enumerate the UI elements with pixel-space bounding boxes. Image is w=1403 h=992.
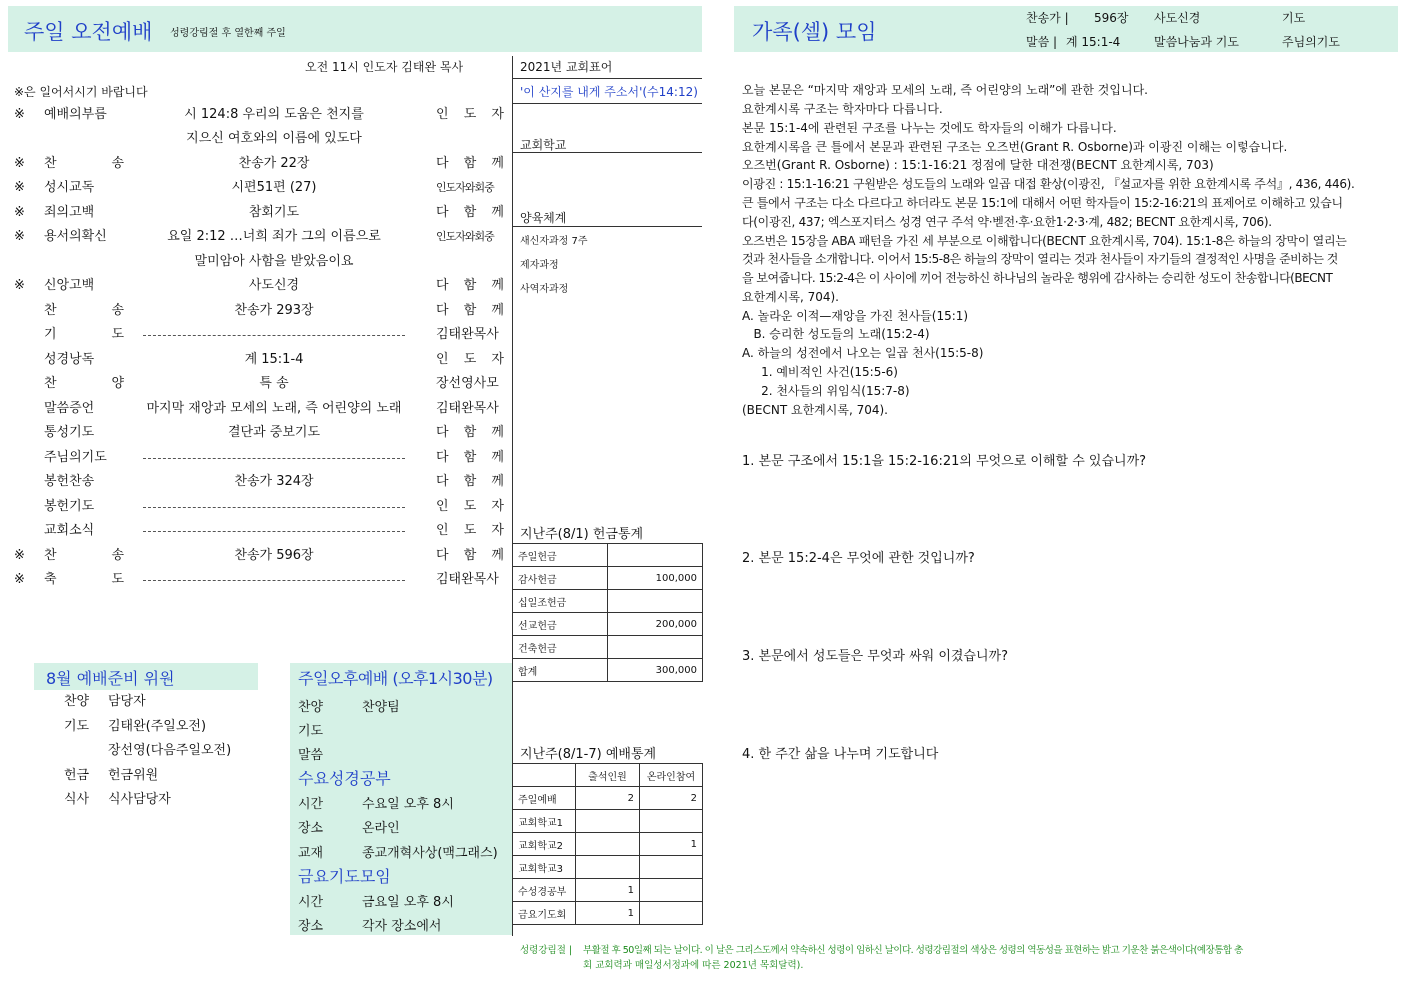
attendance-header: 출석인원 xyxy=(576,764,640,787)
offering-table xyxy=(512,543,703,682)
order-content: 시편51편 (27) xyxy=(231,180,317,195)
header-prayer: 기도 xyxy=(1282,11,1306,25)
attendance-online: 2 xyxy=(640,787,703,810)
study-line: 이광진 : 15:1-16:21 구원받은 성도들의 노래와 일곱 대접 환상(이광진, 『설교자를 위한 요한계시록 주석』, 436, 446). xyxy=(742,177,1355,191)
wed-role: 장소 xyxy=(298,821,324,836)
wed-role: 시간 xyxy=(298,797,324,812)
table-row xyxy=(513,833,703,856)
table-row xyxy=(513,544,703,567)
order-leader: 인 도 자 xyxy=(436,107,504,122)
attendance-name: 금요기도회 xyxy=(513,902,576,925)
order-item: 봉헌찬송 xyxy=(44,474,95,489)
order-content: 특 송 xyxy=(259,376,289,391)
study-line: 것과 천사들을 소개합니다. 이어서 15:5-8은 하늘의 장막이 열리는 것과 천사들이 자기들의 결정적인 사명을 준비하는 것 xyxy=(742,252,1338,266)
offering-name: 합계 xyxy=(513,659,608,682)
header-creed: 사도신경 xyxy=(1154,11,1201,25)
table-row xyxy=(513,879,703,902)
order-content: 찬송가 324장 xyxy=(234,474,314,489)
worship-order xyxy=(0,103,512,593)
afternoon-role: 기도 xyxy=(298,724,324,739)
header-scripture: 계 15:1-4 xyxy=(1066,35,1121,49)
order-item: 성시교독 xyxy=(44,180,95,195)
order-leader: 다 함 께 xyxy=(436,303,504,318)
motto-rule-2 xyxy=(512,103,702,104)
attendance-present: 1 xyxy=(576,879,640,902)
attendance-online xyxy=(640,856,703,879)
order-item: 예배의부름 xyxy=(44,107,107,122)
order-leader: 김태완목사 xyxy=(436,572,499,587)
stand-mark: ※ xyxy=(14,548,25,563)
order-content: 사도신경 xyxy=(248,278,300,293)
cell-meeting-title: 가족(셀) 모임 xyxy=(752,20,877,44)
fri-role: 시간 xyxy=(298,895,324,910)
attendance-name: 교회학교1 xyxy=(513,810,576,833)
offering-amount: 300,000 xyxy=(608,659,703,682)
motto-rule xyxy=(512,78,702,79)
header-sharing: 말씀나눔과 기도 xyxy=(1154,35,1239,49)
school-rule xyxy=(512,152,702,153)
table-row xyxy=(513,810,703,833)
offering-name: 감사헌금 xyxy=(513,567,608,590)
order-content: 시 124:8 우리의 도움은 천지를 xyxy=(184,107,364,122)
attendance-name: 교회학교3 xyxy=(513,856,576,879)
order-item: 죄의고백 xyxy=(44,205,95,220)
order-content: 계 15:1-4 xyxy=(244,352,304,367)
order-content: 마지막 재앙과 모세의 노래, 즉 어린양의 노래 xyxy=(146,401,402,416)
stand-mark: ※ xyxy=(14,278,25,293)
friday-prayer-title: 금요기도모임 xyxy=(298,867,391,886)
order-item: 교회소식 xyxy=(44,523,95,538)
training-rule xyxy=(512,226,702,227)
committee-name: 담당자 xyxy=(108,694,146,709)
question-3: 3. 본문에서 성도들은 무엇과 싸워 이겼습니까? xyxy=(742,649,1009,664)
order-item: 찬 송 xyxy=(44,548,124,563)
training-item: 사역자과정 xyxy=(520,284,569,295)
fri-value: 각자 장소에서 xyxy=(362,919,442,934)
order-content: 찬송가 596장 xyxy=(234,548,314,563)
study-line: 다(이광진, 437; 엑스포지터스 성경 연구 주석 약·벧전·후·요한1·2·3·계, 482; BECNT 요한계시록, 706). xyxy=(742,215,1272,229)
committee-role: 헌금 xyxy=(64,768,90,783)
stand-mark: ※ xyxy=(14,205,25,220)
church-motto: '이 산지를 내게 주소서'(수14:12) xyxy=(520,85,698,99)
attendance-present xyxy=(576,856,640,879)
order-item: 찬 송 xyxy=(44,303,124,318)
study-line: A. 놀라운 이적—재앙을 가진 천사들(15:1) xyxy=(742,309,969,323)
order-item: 기 도 xyxy=(44,327,124,342)
attendance-online xyxy=(640,902,703,925)
attendance-name: 수성경공부 xyxy=(513,879,576,902)
study-line: (BECNT 요한계시록, 704). xyxy=(742,403,888,417)
dashed-line xyxy=(143,580,405,581)
question-4: 4. 한 주간 삶을 나누며 기도합니다 xyxy=(742,747,939,762)
offering-name: 십일조헌금 xyxy=(513,590,608,613)
dashed-line xyxy=(143,531,405,532)
stand-mark: ※ xyxy=(14,229,25,244)
committee-name: 식사담당자 xyxy=(108,792,171,807)
order-content: 찬송가 293장 xyxy=(234,303,314,318)
order-leader: 인도자와회중 xyxy=(436,181,494,194)
header-lords-prayer: 주님의기도 xyxy=(1282,35,1340,49)
order-leader: 인 도 자 xyxy=(436,523,504,538)
right-header xyxy=(734,6,1398,52)
order-content: 요일 2:12 …너희 죄가 그의 이름으로 xyxy=(167,229,381,244)
study-line: B. 승리한 성도들의 노래(15:2-4) xyxy=(742,327,930,341)
order-item: 용서의확신 xyxy=(44,229,107,244)
header-hymn-number: 596장 xyxy=(1094,11,1129,25)
church-school-label: 교회학교 xyxy=(520,138,567,152)
study-passage xyxy=(742,81,1394,421)
order-content: 찬송가 22장 xyxy=(238,156,310,171)
order-leader: 인 도 자 xyxy=(436,352,504,367)
order-item: 신앙고백 xyxy=(44,278,95,293)
afternoon-name: 찬양팀 xyxy=(362,700,400,715)
training-label: 양육체계 xyxy=(520,211,567,225)
fri-role: 장소 xyxy=(298,919,324,934)
afternoon-role: 말씀 xyxy=(298,748,324,763)
time-leader: 오전 11시 인도자 김태완 목사 xyxy=(305,60,464,74)
order-leader: 인 도 자 xyxy=(436,499,504,514)
study-line: 본문 15:1-4에 관련된 구조를 나누는 것에도 학자들의 이해가 다릅니다. xyxy=(742,121,1117,135)
attendance-name: 교회학교2 xyxy=(513,833,576,856)
table-header-row xyxy=(513,764,703,787)
attendance-header: 온라인참여 xyxy=(640,764,703,787)
order-leader: 인도자와회중 xyxy=(436,230,494,243)
committee-name: 헌금위원 xyxy=(108,768,159,783)
footer-label: 성령강림절 | xyxy=(520,945,573,956)
table-row xyxy=(513,613,703,636)
order-item: 주님의기도 xyxy=(44,450,107,465)
order-content: 말미암아 사함을 받았음이요 xyxy=(194,254,354,269)
study-line: 을 보여줍니다. 15:2-4은 이 사이에 끼어 전능하신 하나님의 놀라운 행위에 감사하는 승리한 성도이 찬송합니다(BECNT xyxy=(742,271,1333,285)
table-row xyxy=(513,856,703,879)
header-word-label: 말씀 | xyxy=(1026,35,1058,49)
order-leader: 다 함 께 xyxy=(436,450,504,465)
afternoon-panel xyxy=(290,663,512,935)
service-subtitle: 성령강림절 후 열한째 주일 xyxy=(170,28,286,39)
motto-label: 2021년 교회표어 xyxy=(520,60,613,74)
table-row xyxy=(513,636,703,659)
footer-text-1: 부활절 후 50일째 되는 날이다. 이 날은 그리스도께서 약속하신 성령이 임하신 날이다. 성령강림절의 색상은 성령의 역동성을 표현하는 밝고 기운찬 붉은색이다(예장통합 총 xyxy=(583,945,1243,956)
question-2: 2. 본문 15:2-4은 무엇에 관한 것입니까? xyxy=(742,551,975,566)
attendance-title: 지난주(8/1-7) 예배통계 xyxy=(520,747,657,762)
study-line: 요한계시록, 704). xyxy=(742,290,839,304)
table-row xyxy=(513,659,703,682)
study-line: 오즈번(Grant R. Osborne) : 15:1-16:21 정점에 달한 대전쟁(BECNT 요한계시록, 703) xyxy=(742,158,1214,172)
committee-name: 김태완(주일오전) xyxy=(108,719,207,734)
offering-name: 선교헌금 xyxy=(513,613,608,636)
stand-mark: ※ xyxy=(14,180,25,195)
order-leader: 장선영사모 xyxy=(436,376,499,391)
committee-name: 장선영(다음주일오전) xyxy=(108,743,232,758)
order-leader: 다 함 께 xyxy=(436,278,504,293)
offering-amount xyxy=(608,544,703,567)
service-title: 주일 오전예배 xyxy=(24,20,153,44)
offering-title: 지난주(8/1) 헌금통계 xyxy=(520,527,644,542)
study-line: 요한계시록 구조는 학자마다 다릅니다. xyxy=(742,102,943,116)
table-row xyxy=(513,567,703,590)
order-leader: 다 함 께 xyxy=(436,156,504,171)
offering-name: 주일헌금 xyxy=(513,544,608,567)
study-line: 요한계시록을 큰 틀에서 본문과 관련된 구조는 오즈번(Grant R. Osborne)과 이광진 이해는 이렇습니다. xyxy=(742,140,1288,154)
attendance-name: 주일예배 xyxy=(513,787,576,810)
order-leader: 김태완목사 xyxy=(436,401,499,416)
order-content: 결단과 중보기도 xyxy=(227,425,321,440)
order-leader: 다 함 께 xyxy=(436,205,504,220)
table-row xyxy=(513,902,703,925)
wednesday-study-title: 수요성경공부 xyxy=(298,769,391,788)
study-line: 2. 천사들의 위임식(15:7-8) xyxy=(742,384,910,398)
order-item: 축 도 xyxy=(44,572,124,587)
committee-header xyxy=(34,663,258,690)
order-item: 봉헌기도 xyxy=(44,499,95,514)
order-content: 참회기도 xyxy=(248,205,300,220)
left-header xyxy=(8,6,702,52)
study-line: A. 하늘의 성전에서 나오는 일곱 천사(15:5-8) xyxy=(742,346,984,360)
order-leader: 다 함 께 xyxy=(436,425,504,440)
fri-value: 금요일 오후 8시 xyxy=(362,895,454,910)
offering-name: 건축헌금 xyxy=(513,636,608,659)
study-line: 1. 예비적인 사건(15:5-6) xyxy=(742,365,898,379)
header-hymn-label: 찬송가 | xyxy=(1026,11,1069,25)
stand-mark: ※ xyxy=(14,107,25,122)
offering-amount: 200,000 xyxy=(608,613,703,636)
study-line: 오늘 본문은 “마지막 재앙과 모세의 노래, 즉 어린양의 노래”에 관한 것입니다. xyxy=(742,83,1148,97)
table-row xyxy=(513,590,703,613)
offering-amount xyxy=(608,636,703,659)
afternoon-role: 찬양 xyxy=(298,700,324,715)
attendance-online xyxy=(640,810,703,833)
committee-title: 8월 예배준비 위원 xyxy=(46,669,175,688)
attendance-present xyxy=(576,810,640,833)
order-leader: 김태완목사 xyxy=(436,327,499,342)
wed-value: 수요일 오후 8시 xyxy=(362,797,454,812)
footer-text-2: 회 교회력과 매일성서정과에 따른 2021년 목회달력). xyxy=(583,960,804,971)
order-item: 찬 양 xyxy=(44,376,124,391)
attendance-header xyxy=(513,764,576,787)
stand-mark: ※ xyxy=(14,572,25,587)
committee-role: 찬양 xyxy=(64,694,90,709)
order-item: 말씀증언 xyxy=(44,401,95,416)
stand-note: ※은 일어서시기 바랍니다 xyxy=(14,85,148,99)
study-line: 오즈번은 15장을 ABA 패턴을 가진 세 부분으로 이해합니다(BECNT 요한계시록, 704). 15:1-8은 하늘의 장막이 열리는 xyxy=(742,234,1347,248)
order-item: 찬 송 xyxy=(44,156,124,171)
order-leader: 다 함 께 xyxy=(436,474,504,489)
study-line: 큰 틀에서 구조는 다소 다르다고 하더라도 본문 15:1에 대해서 어떤 학자들이 15:2-16:21의 표제어로 이해하고 있습니 xyxy=(742,196,1343,210)
dashed-line xyxy=(143,507,405,508)
order-item: 성경낭독 xyxy=(44,352,95,367)
dashed-line xyxy=(143,335,405,336)
attendance-table xyxy=(512,763,703,925)
attendance-present: 2 xyxy=(576,787,640,810)
wed-role: 교재 xyxy=(298,846,324,861)
order-item: 통성기도 xyxy=(44,425,95,440)
wed-value: 온라인 xyxy=(362,821,400,836)
stand-mark: ※ xyxy=(14,156,25,171)
attendance-present: 1 xyxy=(576,902,640,925)
order-content: 지으신 여호와의 이름에 있도다 xyxy=(186,131,362,146)
question-1: 1. 본문 구조에서 15:1을 15:2-16:21의 무엇으로 이해할 수 있습니까? xyxy=(742,454,1147,469)
attendance-online xyxy=(640,879,703,902)
dashed-line xyxy=(143,458,405,459)
committee-role: 식사 xyxy=(64,792,90,807)
offering-amount: 100,000 xyxy=(608,567,703,590)
afternoon-title: 주일오후예배 (오후1시30분) xyxy=(298,669,493,688)
offering-amount xyxy=(608,590,703,613)
table-row xyxy=(513,787,703,810)
wed-value: 종교개혁사상(맥그래스) xyxy=(362,846,498,861)
training-item: 제자과정 xyxy=(520,260,559,271)
order-leader: 다 함 께 xyxy=(436,548,504,563)
committee-role: 기도 xyxy=(64,719,90,734)
training-item: 새신자과정 7주 xyxy=(520,236,588,247)
attendance-online: 1 xyxy=(640,833,703,856)
attendance-present xyxy=(576,833,640,856)
